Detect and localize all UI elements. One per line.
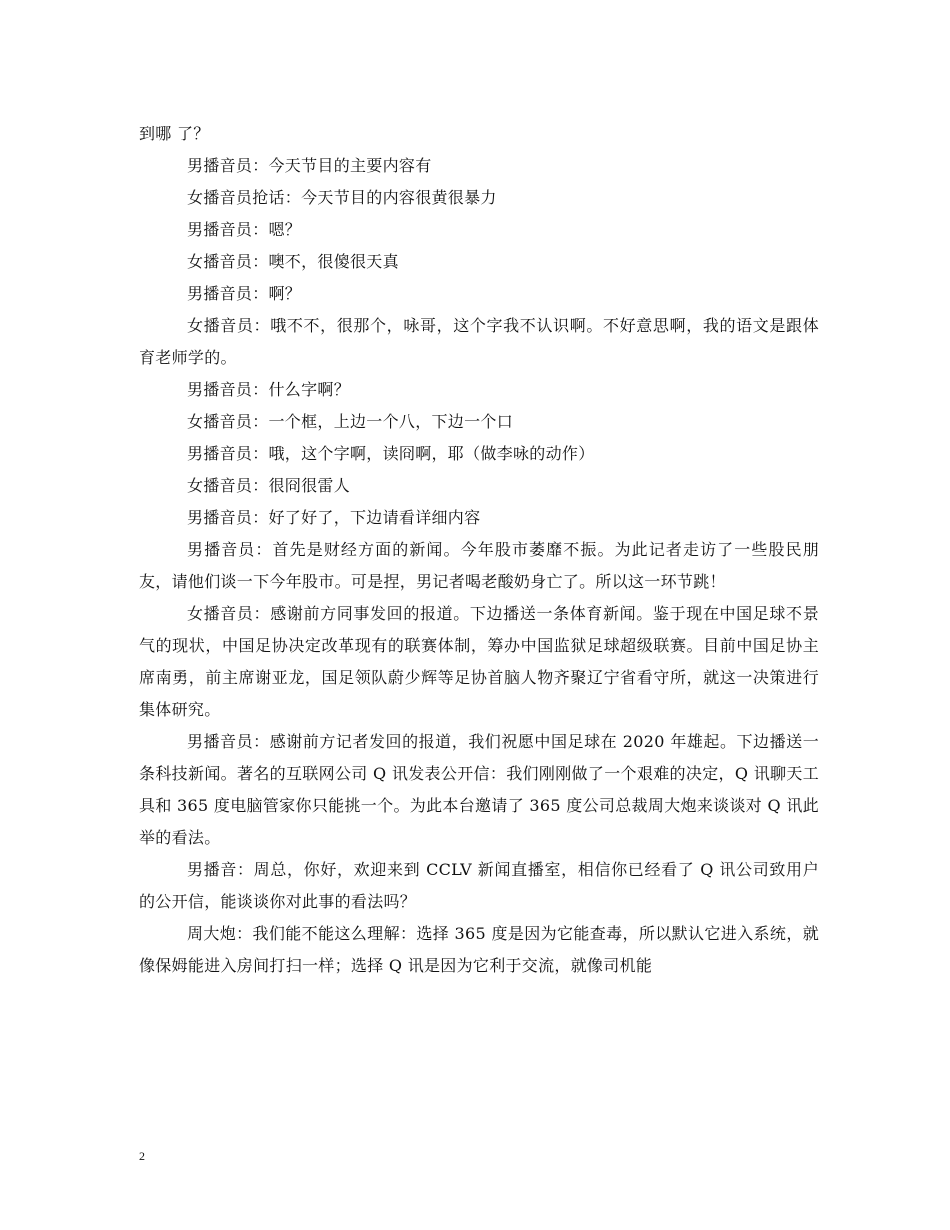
paragraph-continuation: 到哪 了？ xyxy=(139,124,210,143)
paragraph: 男播音员：嗯？ xyxy=(187,220,302,239)
paragraph: 男播音员：好了好了，下边请看详细内容 xyxy=(187,508,481,527)
paragraph: 女播音员：一个框，上边一个八，下边一个口 xyxy=(187,412,514,431)
paragraph: 女播音员：感谢前方同事发回的报道。下边播送一条体育新闻。鉴于现在中国足球不景气的现状，中国足协决定改革现有的联赛体制，筹办中国监狱足球超级联赛。目前中国足协主席南勇，前主席谢亚龙，国足领队蔚少辉等足协首脑人物齐聚辽宁省看守所，就这一决策进行集体研究。 xyxy=(139,604,819,719)
paragraph: 男播音员：什么字啊？ xyxy=(187,380,351,399)
paragraph: 男播音员：啊？ xyxy=(187,284,302,303)
paragraph: 男播音：周总，你好，欢迎来到 CCLV 新闻直播室，相信你已经看了 Q 讯公司致用户的公开信，能谈谈你对此事的看法吗？ xyxy=(139,860,819,911)
paragraph: 男播音员：哦，这个字啊，读冏啊，耶（做李咏的动作） xyxy=(187,444,595,463)
document-body xyxy=(139,118,819,982)
paragraph: 男播音员：首先是财经方面的新闻。今年股市萎靡不振。为此记者走访了一些股民朋友，请他们谈一下今年股市。可是捏，男记者喝老酸奶身亡了。所以这一环节跳！ xyxy=(139,540,819,591)
paragraph: 男播音员：今天节目的主要内容有 xyxy=(187,156,432,175)
paragraph: 女播音员：哦不不，很那个，咏哥，这个字我不认识啊。不好意思啊，我的语文是跟体育老师学的。 xyxy=(139,316,819,367)
paragraph: 女播音员抢话：今天节目的内容很黄很暴力 xyxy=(187,188,497,207)
paragraph: 女播音员：很冏很雷人 xyxy=(187,476,351,495)
page-number: 2 xyxy=(139,1149,145,1163)
paragraph: 男播音员：感谢前方记者发回的报道，我们祝愿中国足球在 2020 年雄起。下边播送一条科技新闻。著名的互联网公司 Q 讯发表公开信：我们刚刚做了一个艰难的决定，Q 讯聊天工具和 365 度电脑管家你只能挑一个。为此本台邀请了 365 度公司总裁周大炮来谈谈对 Q 讯此举的看法。 xyxy=(139,732,819,847)
paragraph: 女播音员：噢不，很傻很天真 xyxy=(187,252,399,271)
paragraph: 周大炮：我们能不能这么理解：选择 365 度是因为它能查毒，所以默认它进入系统，就像保姆能进入房间打扫一样；选择 Q 讯是因为它利于交流，就像司机能 xyxy=(139,924,819,975)
